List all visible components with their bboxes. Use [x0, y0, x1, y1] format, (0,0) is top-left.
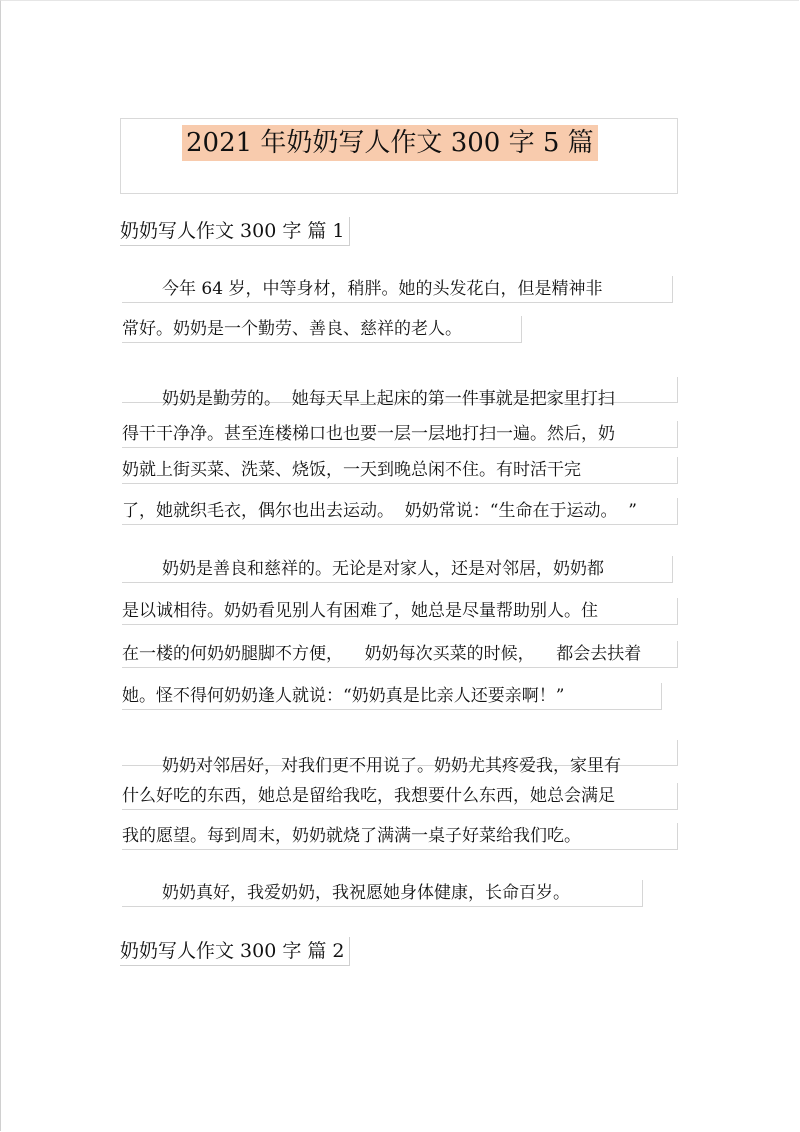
paragraph-2-line-4: 了，她就织毛衣，偶尔也出去运动。 奶奶常说：“生命在于运动。 ”	[122, 498, 678, 525]
paragraph-4-line-3: 我的愿望。每到周末，奶奶就烧了满满一桌子好菜给我们吃。	[122, 823, 678, 850]
paragraph-5-line-1: 奶奶真好，我爱奶奶，我祝愿她身体健康，长命百岁。	[122, 880, 643, 907]
paragraph-1-line-2: 常好。奶奶是一个勤劳、善良、慈祥的老人。	[122, 316, 522, 343]
paragraph-4-line-1: 奶奶对邻居好，对我们更不用说了。奶奶尤其疼爱我，家里有	[162, 756, 621, 776]
paragraph-4-line-2: 什么好吃的东西，她总是留给我吃，我想要什么东西，她总会满足	[122, 783, 678, 810]
paragraph-2-line-1: 奶奶是勤劳的。 她每天早上起床的第一件事就是把家里打扫	[162, 389, 615, 409]
paragraph-2-line-2: 得干干净净。甚至连楼梯口也也要一层一层地打扫一遍。然后，奶	[122, 421, 678, 448]
paragraph-3-line-4: 她。怪不得何奶奶逢人就说：“奶奶真是比亲人还要亲啊！”	[122, 683, 662, 710]
paragraph-1-line-1: 今年 64 岁，中等身材，稍胖。她的头发花白，但是精神非	[122, 276, 673, 303]
paragraph-2-line-3: 奶就上街买菜、洗菜、烧饭，一天到晚总闲不住。有时活干完	[122, 457, 678, 484]
paragraph-3-line-1: 奶奶是善良和慈祥的。无论是对家人，还是对邻居，奶奶都	[122, 556, 673, 583]
section-heading-2: 奶奶写人作文 300 字 篇 2	[120, 937, 350, 966]
paragraph-3-line-2: 是以诚相待。奶奶看见别人有困难了，她总是尽量帮助别人。住	[122, 598, 678, 625]
paragraph-3-line-3: 在一楼的何奶奶腿脚不方便， 奶奶每次买菜的时候， 都会去扶着	[122, 641, 678, 668]
document-title: 2021 年奶奶写人作文 300 字 5 篇	[182, 125, 598, 161]
section-heading-1: 奶奶写人作文 300 字 篇 1	[120, 217, 350, 246]
